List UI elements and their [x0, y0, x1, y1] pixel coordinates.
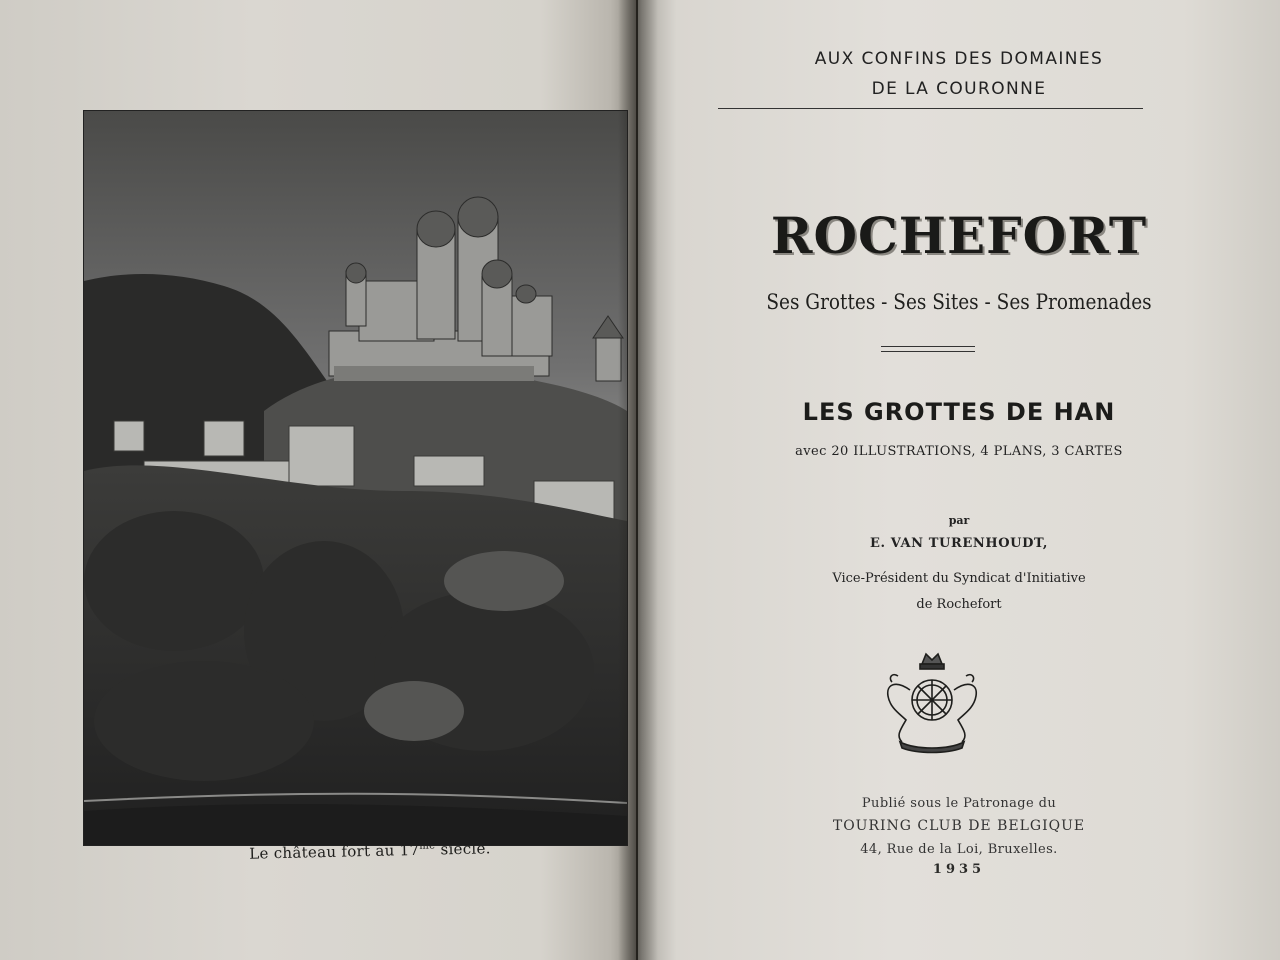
caption-text: Le château fort au 17 [249, 840, 420, 863]
left-page [0, 0, 636, 960]
series-line-2: DE LA COURONNE [871, 79, 1047, 99]
caption-superscript: me [419, 840, 436, 852]
castle-illustration [83, 110, 628, 846]
author-role [638, 566, 1280, 618]
publisher-block [638, 792, 1280, 861]
role-line-1: Vice-Président du Syndicat d'Initiative [832, 571, 1086, 586]
top-rule [718, 108, 1143, 109]
series-title [638, 44, 1280, 104]
author-name: E. VAN TURENHOUDT, [870, 536, 1048, 551]
publication-year: 1935 [932, 862, 986, 877]
touring-club-emblem-icon [876, 650, 988, 756]
role-line-2: de Rochefort [916, 597, 1002, 612]
illustrations-note: avec 20 ILLUSTRATIONS, 4 PLANS, 3 CARTES [795, 444, 1123, 459]
by-label: par [948, 514, 970, 527]
title-page [638, 0, 1280, 960]
publisher-line-2: TOURING CLUB DE BELGIQUE [832, 818, 1086, 834]
caption-text-end: siècle. [435, 839, 491, 859]
middle-rule [881, 346, 975, 352]
book-title: ROCHEFORT [770, 206, 1148, 265]
series-line-1: AUX CONFINS DES DOMAINES [814, 49, 1104, 69]
publisher-line-3: 44, Rue de la Loi, Bruxelles. [860, 842, 1058, 857]
section-heading: LES GROTTES DE HAN [802, 398, 1116, 426]
book-gutter [618, 0, 658, 960]
book-subtitle: Ses Grottes - Ses Sites - Ses Promenades [766, 290, 1152, 314]
publisher-line-1: Publié sous le Patronage du [861, 796, 1057, 811]
